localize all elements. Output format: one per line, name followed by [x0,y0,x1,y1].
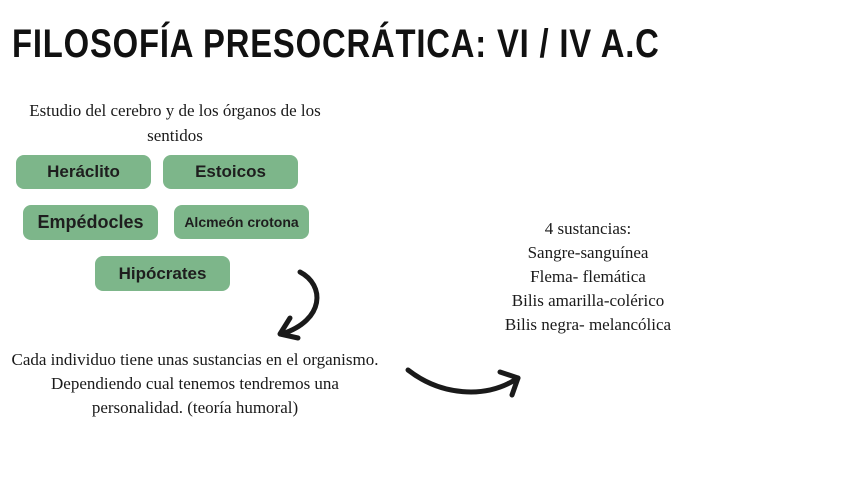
substance-item: Bilis negra- melancólica [504,315,672,334]
philosopher-tag-alcmeon: Alcmeón crotona [174,205,309,239]
philosopher-tag-empedocles: Empédocles [23,205,158,240]
substance-item: Flema- flemática [530,267,646,286]
substance-item: Sangre-sanguínea [527,243,649,262]
substances-list [488,217,688,337]
philosopher-tag-hipocrates: Hipócrates [95,256,230,291]
individual-note: Cada individuo tiene unas sustancias en el organismo. Dependiendo cual tenemos tendremos una personalidad. (teoría humoral) [11,350,379,417]
curved-arrow-down-icon [280,272,317,338]
subtitle: Estudio del cerebro y de los órganos de los sentidos [29,101,321,145]
curved-arrow-right-icon [408,370,518,395]
philosopher-tag-estoicos: Estoicos [163,155,298,189]
substances-heading: 4 sustancias: [544,219,632,238]
philosopher-tag-heraclito: Heráclito [16,155,151,189]
substance-item: Bilis amarilla-colérico [511,291,665,310]
page-title: FILOSOFÍA PRESOCRÁTICA: VI / IV A.C [12,22,660,66]
